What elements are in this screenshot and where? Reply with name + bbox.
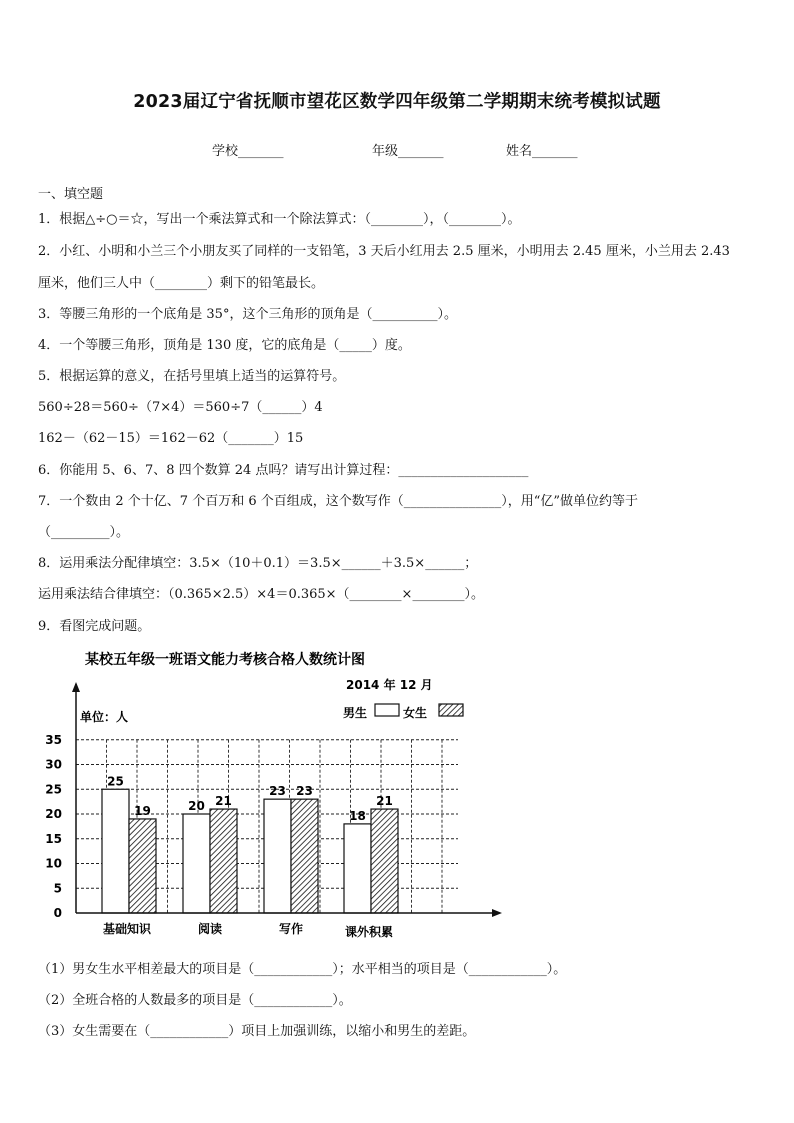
bar-value-label: 25: [107, 774, 124, 789]
sub-question-2: （2）全班合格的人数最多的项目是（____________）。: [38, 993, 352, 1008]
question-5: 5．根据运算的意义，在括号里填上适当的运算符号。: [38, 369, 346, 384]
question-5-item-a: 560÷28＝560÷（7×4）＝560÷7（______）4: [38, 400, 323, 415]
chart-bars: [102, 774, 398, 913]
question-2-line-1: 2．小红、小明和小兰三个小朋友买了同样的一支铅笔，3 天后小红用去 2.5 厘米，小明用去 2.45 厘米，小兰用去 2.43: [38, 244, 730, 259]
grade-field: 年级_______: [372, 144, 444, 159]
bar-girls: [371, 809, 398, 913]
question-5-item-b: 162－（62－15）＝162－62（_______）15: [38, 431, 304, 446]
bar-boys: [183, 814, 210, 913]
bar-value-label: 23: [269, 784, 286, 799]
question-7-line-2: （_________）。: [38, 525, 130, 540]
x-category-label: 阅读: [197, 922, 223, 936]
bar-chart: [30, 640, 530, 950]
question-9: 9．看图完成问题。: [38, 619, 151, 634]
bar-boys: [102, 789, 129, 913]
legend-swatch-boys: [375, 704, 399, 716]
legend-label-boys: 男生: [343, 706, 368, 720]
bar-value-label: 21: [376, 794, 393, 809]
legend-label-girls: 女生: [403, 706, 428, 720]
page-title: 2023届辽宁省抚顺市望花区数学四年级第二学期期末统考模拟试题: [133, 92, 661, 112]
unit-label: 单位：人: [80, 710, 129, 724]
sub-question-1: （1）男女生水平相差最大的项目是（____________）；水平相当的项目是（____________）。: [38, 962, 567, 977]
question-7-line-1: 7．一个数由 2 个十亿、7 个百万和 6 个百组成，这个数写作（_______________），用“亿”做单位约等于: [38, 494, 639, 509]
bar-girls: [291, 799, 318, 913]
section-heading: 一、填空题: [38, 187, 104, 202]
y-axis-ticks: [45, 733, 62, 920]
legend-swatch-girls: [439, 704, 463, 716]
question-3: 3．等腰三角形的一个底角是 35°，这个三角形的顶角是（__________）。: [38, 307, 457, 322]
x-category-label: 基础知识: [102, 922, 152, 936]
y-axis-arrow: [72, 682, 80, 692]
bar-girls: [210, 809, 237, 913]
question-6: 6．你能用 5、6、7、8 四个数算 24 点吗？请写出计算过程：____________________: [38, 463, 529, 478]
y-tick-label: 15: [45, 831, 62, 846]
y-tick-label: 30: [45, 757, 62, 772]
y-tick-label: 5: [53, 881, 62, 896]
question-2-line-2: 厘米，他们三人中（________）剩下的铅笔最长。: [38, 276, 325, 291]
y-tick-label: 25: [45, 782, 62, 797]
school-field: 学校_______: [212, 144, 284, 159]
y-tick-label: 20: [45, 807, 62, 821]
question-8-line-1: 8．运用乘法分配律填空：3.5×（10＋0.1）＝3.5×______＋3.5×______；: [38, 556, 478, 571]
bar-value-label: 18: [349, 808, 366, 823]
bar-boys: [344, 824, 371, 913]
sub-question-3: （3）女生需要在（____________）项目上加强训练，以缩小和男生的差距。: [38, 1024, 476, 1039]
name-field: 姓名_______: [506, 144, 578, 159]
bar-value-label: 20: [188, 799, 205, 813]
question-4: 4．一个等腰三角形，顶角是 130 度，它的底角是（_____）度。: [38, 338, 411, 353]
x-category-label: 写作: [278, 922, 304, 936]
bar-value-label: 23: [296, 784, 313, 799]
bar-value-label: 19: [134, 803, 151, 818]
y-tick-label: 35: [45, 732, 62, 747]
bar-value-label: 21: [215, 794, 232, 809]
bar-boys: [264, 799, 291, 913]
y-tick-label: 0: [53, 906, 62, 920]
x-axis-arrow: [492, 909, 502, 917]
chart-legend: [343, 704, 463, 720]
bar-girls: [129, 819, 156, 913]
question-1: 1．根据△÷○＝☆，写出一个乘法算式和一个除法算式：（________），（________）。: [38, 212, 521, 227]
question-8-line-2: 运用乘法结合律填空：（0.365×2.5）×4＝0.365×（________×________）。: [38, 587, 484, 602]
y-tick-label: 10: [45, 856, 62, 871]
chart-subtitle: 2014 年 12 月: [346, 678, 433, 692]
x-category-label: 课外积累: [344, 925, 394, 939]
chart-title: 某校五年级一班语文能力考核合格人数统计图: [85, 652, 365, 668]
x-axis-labels: [103, 921, 393, 939]
